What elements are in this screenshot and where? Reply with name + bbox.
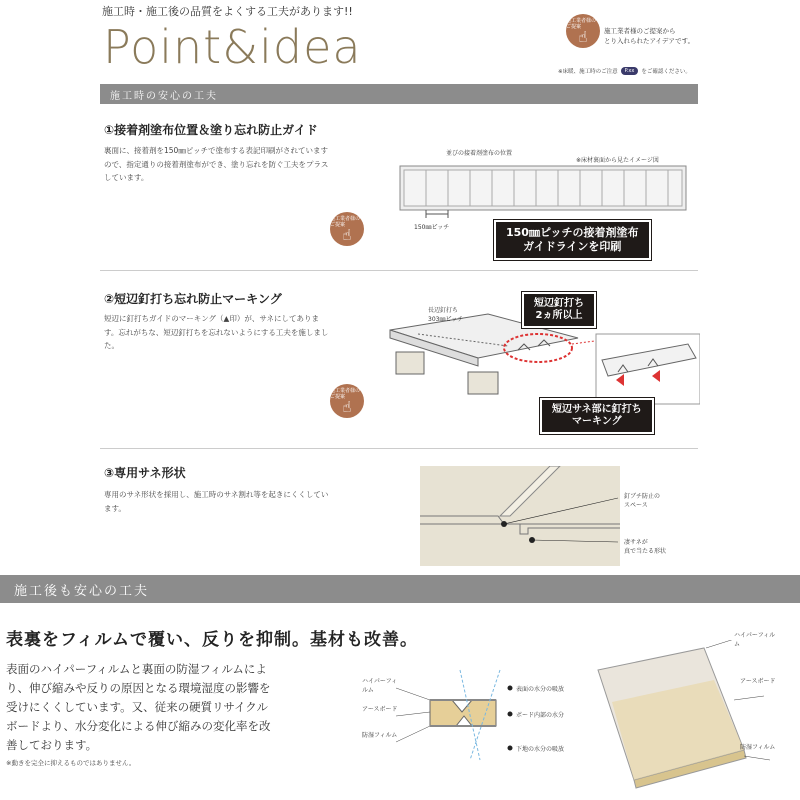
point2-proposal-logo: 施工業者様のご提案 ☝ <box>330 384 364 418</box>
hand-pointer-icon: ☝ <box>578 27 588 46</box>
adhesive-position-label: 並びの接着剤塗布の位置 <box>446 150 513 157</box>
point1-banner: 150㎜ピッチの接着剤塗布 ガイドラインを印刷 <box>494 220 651 260</box>
after-body: 表面のハイパーフィルムと裏面の防湿フィルムにより、伸び縮みや反りの原因となる環境湿度の影響を受けにくくしています。又、従来の硬質リサイクルボードより、水分変化による伸び縮みの変化率を改善しております。 <box>6 662 271 752</box>
tongue-groove-diagram <box>420 466 620 566</box>
proposal-logo <box>566 14 600 48</box>
divider <box>100 448 698 449</box>
logo-text: 施工業者様のご提案 <box>566 17 597 30</box>
page-title: Point&idea <box>103 20 362 74</box>
proposal-note: 施工業者様のご提案から とり入れられたアイデアです。 <box>604 27 695 45</box>
hyper-film-label: ハイパーフィルム <box>362 678 398 694</box>
legend-line: ※床暖、施工時のご注意 P.xx をご確認ください。 <box>558 68 691 75</box>
tagline: 施工時・施工後の品質をよくする工夫があります!! <box>102 5 353 18</box>
hand-pointer-icon: ☝ <box>342 397 352 416</box>
after-note: ※動きを完全に抑えるものではありません。 <box>6 759 136 767</box>
moisture-film-label: 防湿フィルム <box>362 732 398 739</box>
layer-earth-board-label: アースボード <box>740 678 776 685</box>
point3-body: 専用のサネ形状を採用し、施工時のサネ割れ等を起きにくくしています。 <box>104 490 329 513</box>
point2-title: ②短辺釘打ち忘れ防止マーキング <box>104 292 282 306</box>
image-note: ※床材裏面から見たイメージ図 <box>576 157 659 164</box>
layer-moisture-film-label: 防湿フィルム <box>740 744 776 751</box>
point1-body: 裏面に、接着剤を150㎜ピッチで塗布する表記印刷がされていますので、指定通りの接着剤塗布ができ、塗り忘れを防ぐ工夫をプラスしています。 <box>104 146 329 182</box>
point1-proposal-logo: 施工業者様のご提案 ☝ <box>330 212 364 246</box>
base-moisture-label: 下地の水分の吸放 <box>516 746 565 753</box>
divider <box>100 270 698 271</box>
page-ref-badge: P.xx <box>621 67 639 75</box>
layer-stack-illustration <box>594 640 800 790</box>
point2-banner-bottom: 短辺サネ部に釘打ち マーキング <box>540 398 654 434</box>
section-band-construction: 施工時の安心の工夫 <box>100 84 698 104</box>
point1-title: ①接着剤塗布位置＆塗り忘れ防止ガイド <box>104 123 318 137</box>
groove-shape-label: 凄サネが 真で当たる形状 <box>624 539 667 555</box>
board-moisture-label: ボード内部の水分 <box>516 712 565 719</box>
hand-pointer-icon: ☝ <box>342 225 352 244</box>
point2-banner-top: 短辺釘打ち 2ヵ所以上 <box>522 292 596 328</box>
section-band-after: 施工後も安心の工夫 <box>0 575 800 603</box>
pitch-label: 150㎜ピッチ <box>414 224 450 231</box>
point2-body: 短辺に釘打ちガイドのマーキング（▲印）が、サネにしてあります。忘れがちな、短辺釘打ちを忘れないようにする工夫を施しました。 <box>104 314 329 350</box>
layer-hyper-film-label: ハイパーフィルム <box>734 632 776 648</box>
point3-title: ③専用サネ形状 <box>104 466 186 480</box>
surface-moisture-label: 表面の水分の吸放 <box>516 686 565 693</box>
nail-space-label: 釘ブチ防止の スペース <box>624 493 661 509</box>
long-side-pitch-label: 長辺釘打ち 303㎜ピッチ <box>428 307 464 323</box>
earth-board-label: アースボード <box>362 706 398 713</box>
after-headline: 表裏をフィルムで覆い、反りを抑制。基材も改善。 <box>6 630 418 650</box>
